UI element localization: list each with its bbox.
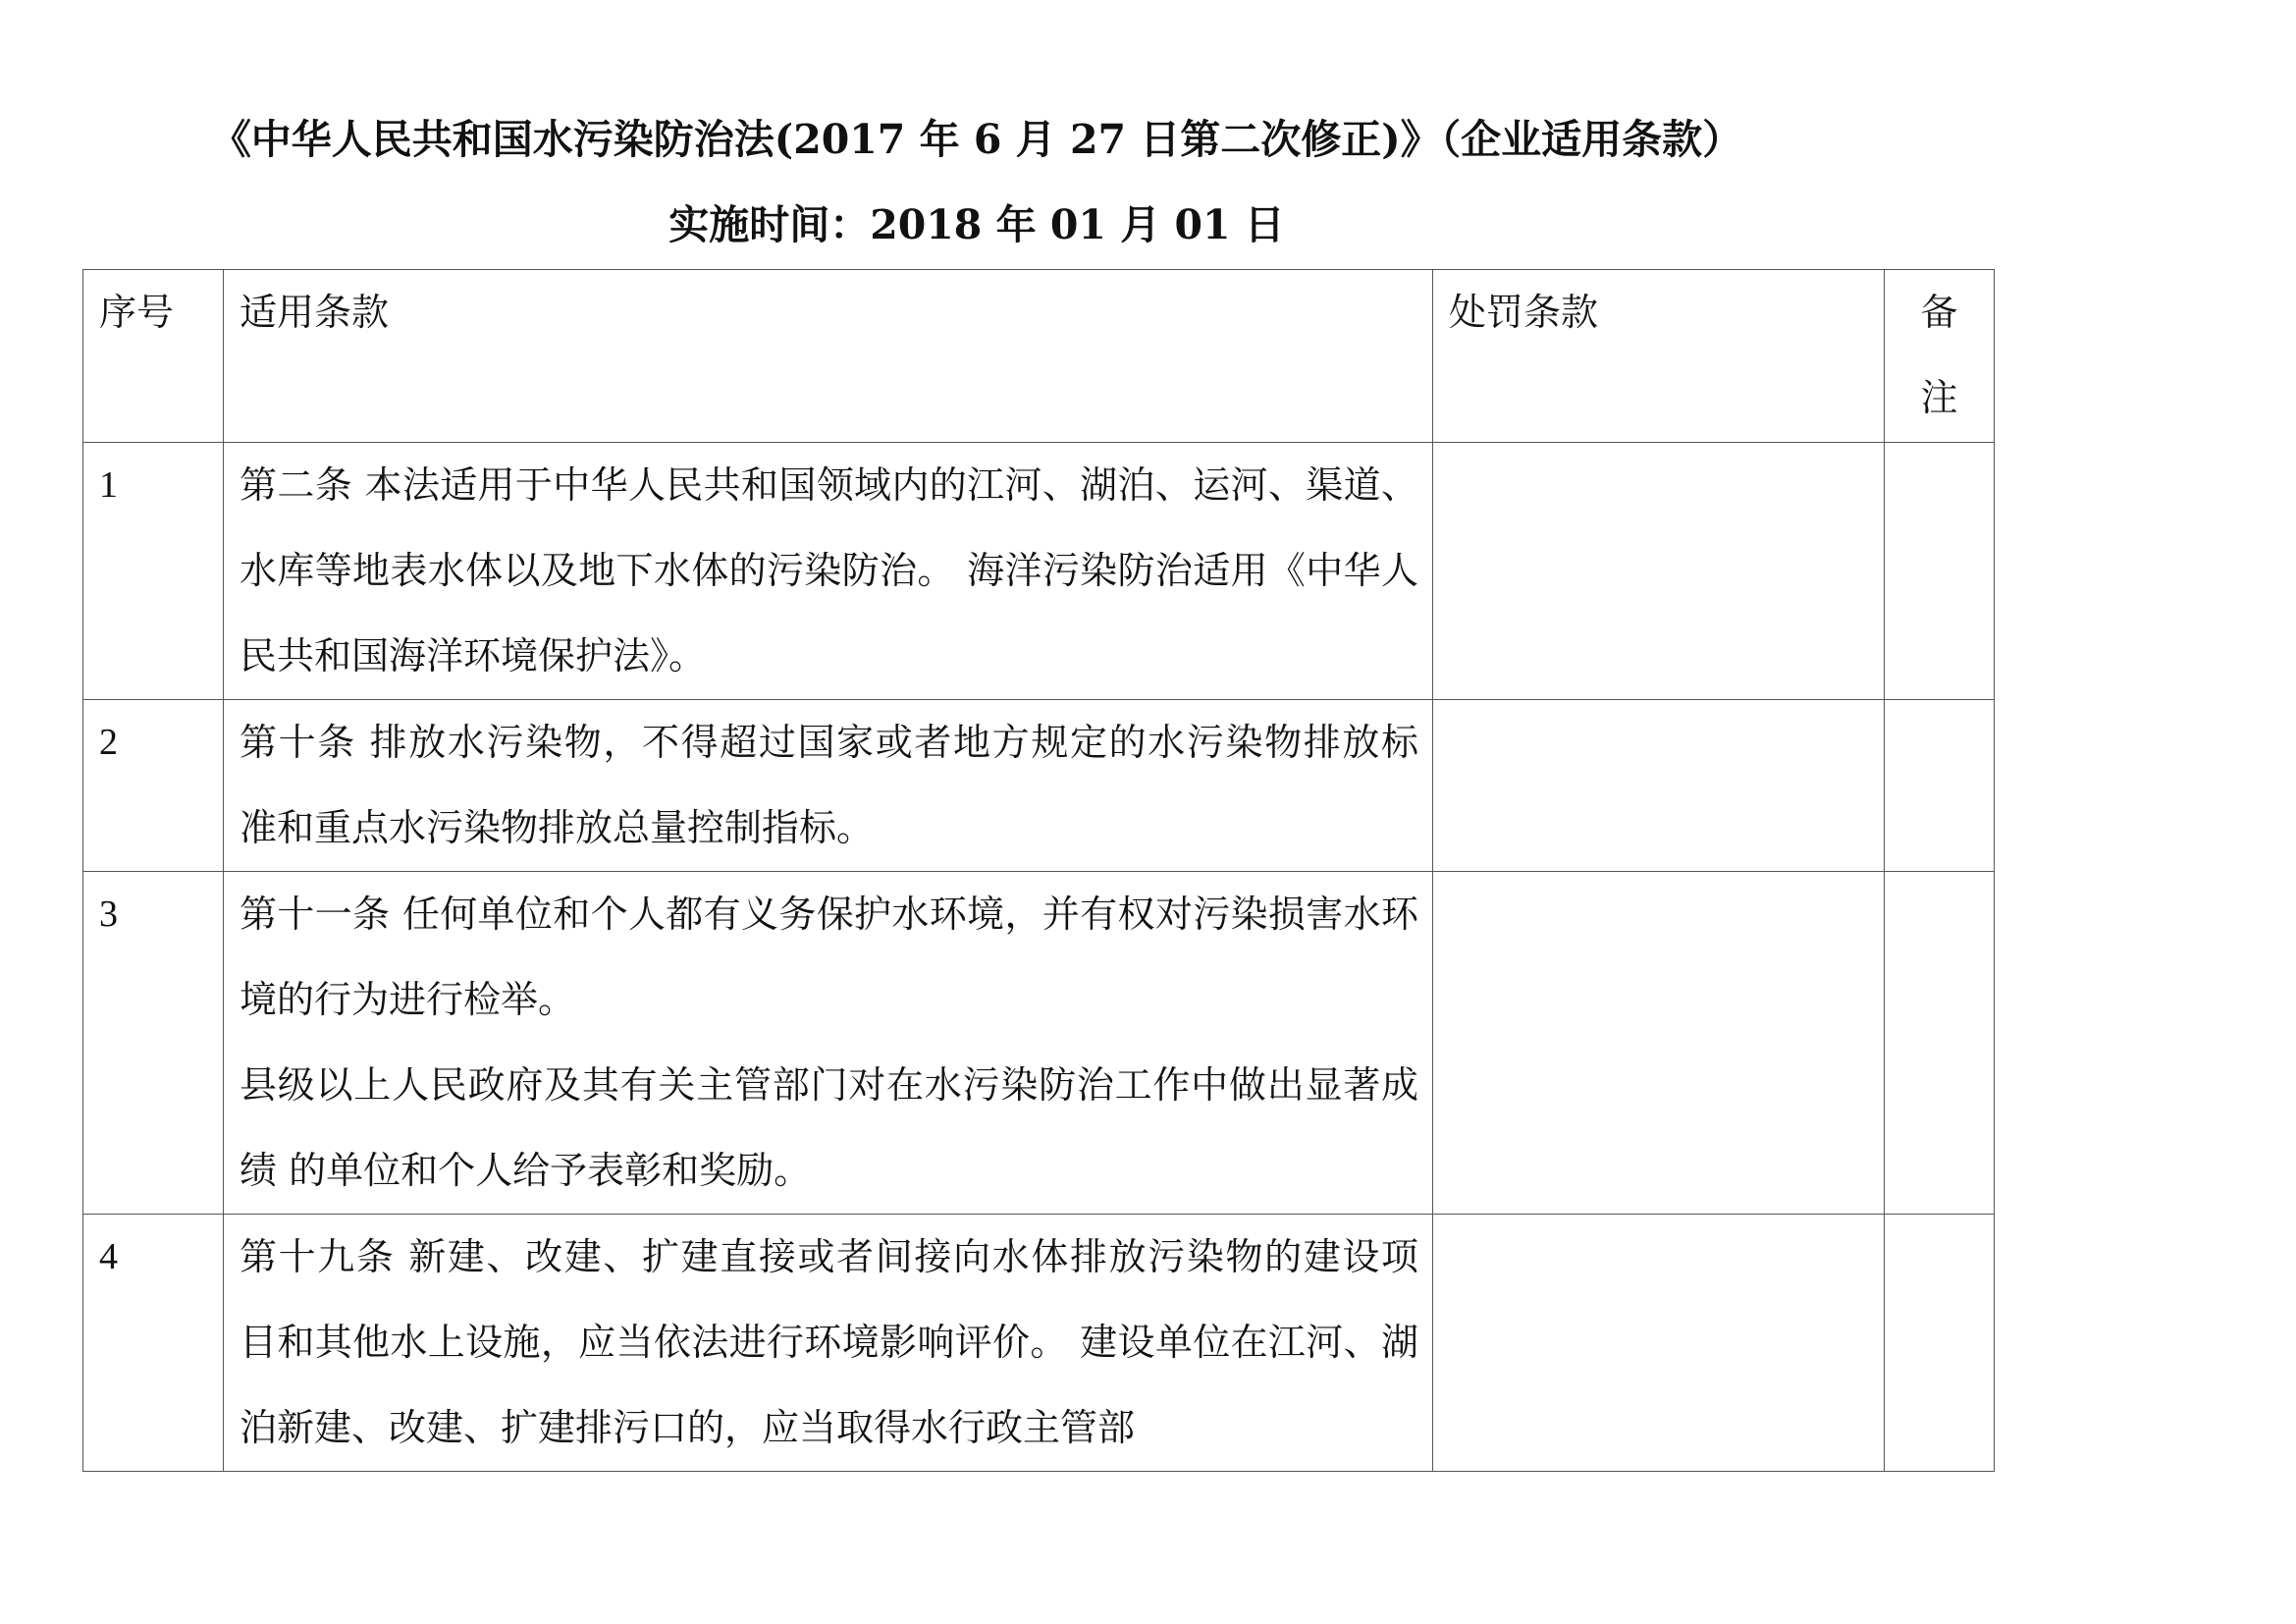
table-row — [83, 700, 1995, 872]
row-applicable-clause — [224, 872, 1433, 1215]
regulation-table — [82, 269, 1995, 1472]
row-serial-number: 2 — [83, 700, 224, 872]
clause-paragraph: 第十条 排放水污染物，不得超过国家或者地方规定的水污染物排放标 准和重点水污染物排放总量控制指标。 — [240, 721, 1418, 849]
header-serial-number: 序号 — [83, 270, 224, 443]
row-penalty-clause — [1433, 1215, 1885, 1472]
table-header-row — [83, 270, 1995, 443]
header-remarks-line1: 备 — [1920, 291, 1958, 334]
row-serial-number: 3 — [83, 872, 224, 1215]
row-applicable-clause — [224, 1215, 1433, 1472]
table-row — [83, 872, 1995, 1215]
clause-paragraph: 第十九条 新建、改建、扩建直接或者间接向水体排放污染物的建设项 目和其他水上设施，应当依法进行环境影响评价。 建设单位在江河、湖泊新建、改建、扩建排污口的，应当取得水行政主管部 — [240, 1235, 1418, 1449]
header-remarks-line2: 注 — [1920, 376, 1958, 419]
clause-paragraph: 县级以上人民政府及其有关主管部门对在水污染防治工作中做出显著成绩 的单位和个人给予表彰和奖励。 — [240, 1063, 1418, 1192]
effective-date: 实施时间：2018 年 01 月 01 日 — [668, 201, 1285, 248]
row-penalty-clause — [1433, 872, 1885, 1215]
clause-paragraph: 第二条 本法适用于中华人民共和国领域内的江河、湖泊、运河、渠道、 水库等地表水体以及地下水体的污染防治。 海洋污染防治适用《中华人民共和国海洋环境保护法》。 — [240, 463, 1418, 677]
header-applicable-clauses: 适用条款 — [224, 270, 1433, 443]
row-applicable-clause — [224, 443, 1433, 700]
row-serial-number: 1 — [83, 443, 224, 700]
table-row — [83, 443, 1995, 700]
header-remarks — [1885, 270, 1995, 443]
row-remarks — [1885, 443, 1995, 700]
clause-paragraph: 第十一条 任何单位和个人都有义务保护水环境，并有权对污染损害水环境的行为进行检举。 — [240, 893, 1418, 1021]
row-remarks — [1885, 872, 1995, 1215]
document-title: 《中华人民共和国水污染防治法(2017 年 6 月 27 日第二次修正)》（企业适用条款） — [210, 116, 1743, 163]
row-remarks — [1885, 700, 1995, 872]
row-serial-number: 4 — [83, 1215, 224, 1472]
header-penalty-clauses: 处罚条款 — [1433, 270, 1885, 443]
row-remarks — [1885, 1215, 1995, 1472]
row-penalty-clause — [1433, 443, 1885, 700]
table-row — [83, 1215, 1995, 1472]
row-penalty-clause — [1433, 700, 1885, 872]
row-applicable-clause — [224, 700, 1433, 872]
